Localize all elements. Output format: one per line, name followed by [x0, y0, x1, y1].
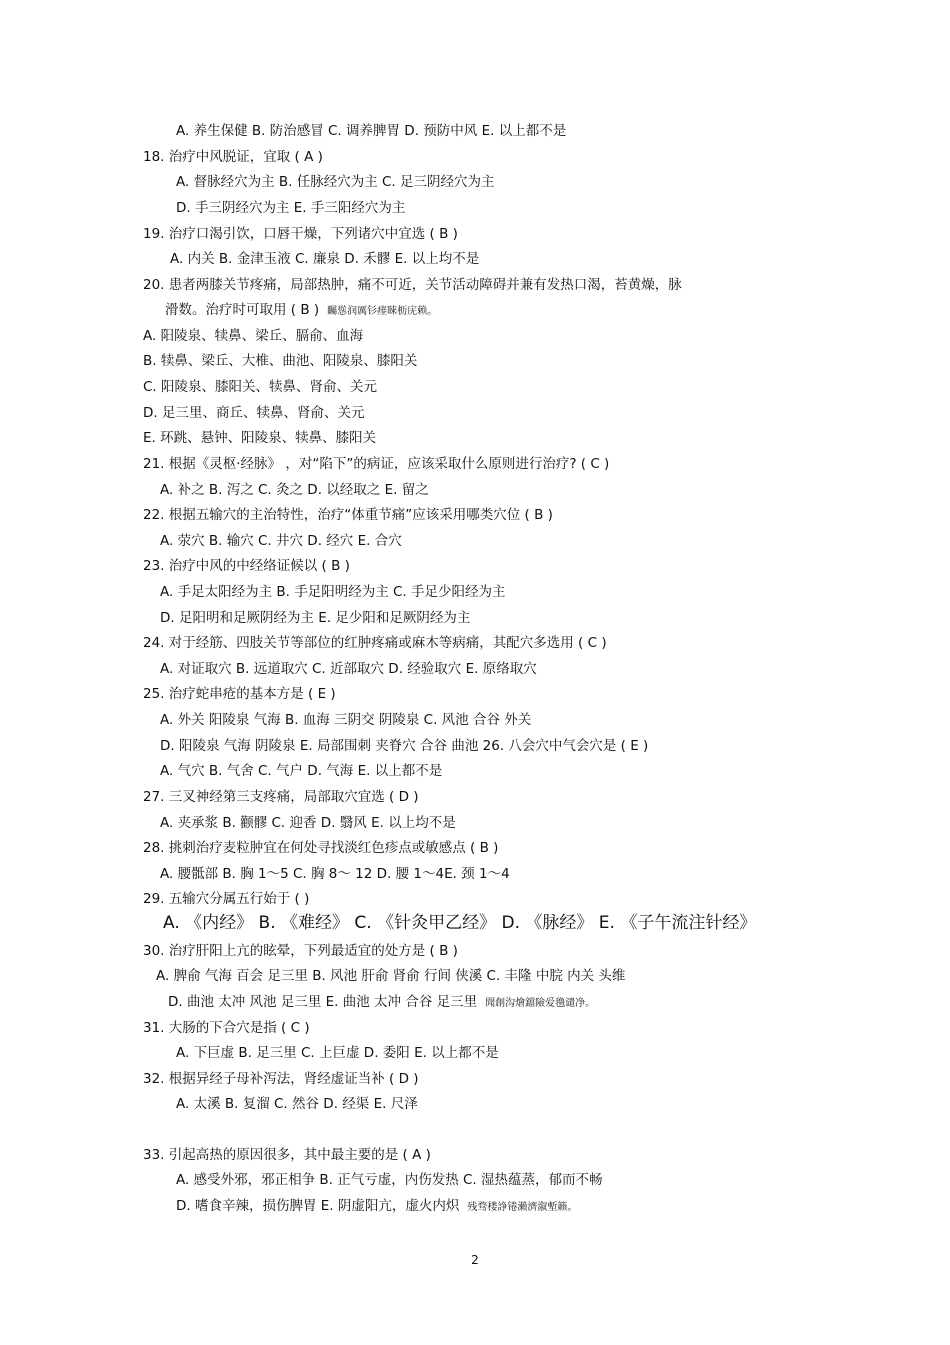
text-line — [143, 352, 417, 370]
line-text: 30. 治疗肝阳上亢的眩晕，下列最适宜的处方是 ( B ) — [143, 943, 458, 959]
line-text: 21. 根据《灵枢·经脉》 ，对“陷下”的病证，应该采取什么原则进行治疗? ( C ) — [143, 456, 610, 472]
line-text: A. 气穴 B. 气舍 C. 气户 D. 气海 E. 以上都不是 — [160, 763, 443, 779]
text-line — [176, 199, 405, 217]
line-text: D. 足阳明和足厥阴经为主 E. 足少阳和足厥阴经为主 — [160, 610, 471, 626]
line-text: A. 感受外邪，邪正相争 B. 正气亏虚，内伤发热 C. 湿热蕴蒸，郁而不畅 — [176, 1172, 603, 1188]
line-text: 31. 大肠的下合穴是指 ( C ) — [143, 1020, 310, 1036]
line-text: 滑数。治疗时可取用 ( B ) — [165, 302, 320, 318]
line-text: A. 腰骶部 B. 胸 1～5 C. 胸 8～ 12 D. 腰 1～4E. 颈 1～4 — [160, 866, 510, 882]
text-line — [143, 890, 309, 908]
text-line — [143, 685, 336, 703]
text-line — [176, 1171, 603, 1189]
line-text: A. 下巨虚 B. 足三里 C. 上巨虚 D. 委阳 E. 以上都不是 — [176, 1045, 499, 1061]
line-text: A. 补之 B. 泻之 C. 灸之 D. 以经取之 E. 留之 — [160, 482, 429, 498]
line-text: A. 脾俞 气海 百会 足三里 B. 风池 肝俞 肾俞 行间 侠溪 C. 丰隆 中脘 内关 头维 — [156, 968, 626, 984]
line-text: B. 犊鼻、梁丘、大椎、曲池、阳陵泉、膝阳关 — [143, 353, 418, 369]
text-line — [143, 276, 682, 294]
line-text: 29. 五输穴分属五行始于 ( ) — [143, 891, 310, 907]
line-text: D. 嗜食辛辣，损伤脾胃 E. 阴虚阳亢，虚火内炽 — [176, 1198, 460, 1214]
text-line — [143, 378, 377, 396]
text-line — [143, 455, 609, 473]
text-line — [176, 1044, 499, 1062]
line-text: A. 内关 B. 金津玉液 C. 廉泉 D. 禾髎 E. 以上均不是 — [170, 251, 480, 267]
line-text: A. 督脉经穴为主 B. 任脉经穴为主 C. 足三阴经穴为主 — [176, 174, 495, 190]
text-line — [143, 429, 376, 447]
line-text: 23. 治疗中风的中经络证候以 ( B ) — [143, 558, 350, 574]
line-text: A. 荥穴 B. 输穴 C. 井穴 D. 经穴 E. 合穴 — [160, 533, 402, 549]
line-text: D. 曲池 太冲 风池 足三里 E. 曲池 太冲 合谷 足三里 — [168, 994, 478, 1010]
line-text: 18. 治疗中风脱证，宜取 ( A ) — [143, 149, 323, 165]
line-note: 残骛楼諍锩瀨濟溆塹籟。 — [467, 1202, 578, 1213]
text-line — [160, 583, 506, 601]
text-line — [160, 762, 442, 780]
line-text: A. 外关 阳陵泉 气海 B. 血海 三阴交 阴陵泉 C. 风池 合谷 外关 — [160, 712, 532, 728]
text-line — [143, 404, 364, 422]
line-text: A. 《内经》 B. 《难经》 C. 《针灸甲乙经》 D. 《脉经》 E. 《子午流注针经》 — [163, 913, 757, 933]
text-line — [143, 788, 419, 806]
line-text: E. 环跳、悬钟、阳陵泉、犊鼻、膝阳关 — [143, 430, 377, 446]
line-text: A. 太溪 B. 复溜 C. 然谷 D. 经渠 E. 尺泽 — [176, 1096, 418, 1112]
line-text: A. 阳陵泉、犊鼻、梁丘、膈俞、血海 — [143, 328, 364, 344]
text-line — [160, 660, 537, 678]
line-text: 22. 根据五输穴的主治特性，治疗“体重节痛”应该采用哪类穴位 ( B ) — [143, 507, 553, 523]
text-line — [143, 327, 363, 345]
text-line — [143, 839, 498, 857]
line-text: A. 养生保健 B. 防治感冒 C. 调养脾胃 D. 预防中风 E. 以上都不是 — [176, 123, 567, 139]
text-line — [143, 1070, 419, 1088]
text-line — [160, 737, 648, 755]
text-line — [163, 912, 756, 934]
line-note: 矚慫润厲钐瘗睞枥庑赖。 — [327, 306, 438, 317]
text-line — [160, 481, 429, 499]
text-line — [143, 557, 350, 575]
line-text: 32. 根据异经子母补泻法，肾经虚证当补 ( D ) — [143, 1071, 419, 1087]
text-line — [143, 634, 607, 652]
line-note: 聞創沟燴鐺險爱氇谴净。 — [485, 998, 596, 1009]
line-text: D. 手三阴经穴为主 E. 手三阳经穴为主 — [176, 200, 406, 216]
line-text: A. 夹承浆 B. 颧髎 C. 迎香 D. 翳风 E. 以上均不是 — [160, 815, 456, 831]
text-line — [176, 122, 566, 140]
line-text: A. 手足太阳经为主 B. 手足阳明经为主 C. 手足少阳经为主 — [160, 584, 506, 600]
text-line — [176, 1095, 418, 1113]
text-line — [160, 609, 470, 627]
text-line — [143, 1146, 431, 1164]
line-text: 25. 治疗蛇串疮的基本方是 ( E ) — [143, 686, 336, 702]
text-line — [143, 148, 323, 166]
page-number: 2 — [471, 1253, 479, 1267]
text-line — [143, 225, 458, 243]
line-text: 19. 治疗口渴引饮，口唇干燥，下列诸穴中宜选 ( B ) — [143, 226, 458, 242]
text-line — [143, 1019, 310, 1037]
text-line — [160, 532, 402, 550]
text-line — [160, 865, 510, 883]
line-text: D. 阳陵泉 气海 阴陵泉 E. 局部围刺 夹脊穴 合谷 曲池 26. 八会穴中气会穴是 ( E ) — [160, 738, 649, 754]
text-line — [143, 942, 458, 960]
text-line — [143, 506, 553, 524]
line-text: 33. 引起高热的原因很多，其中最主要的是 ( A ) — [143, 1147, 431, 1163]
line-text: 28. 挑刺治疗麦粒肿宜在何处寻找淡红色疹点或敏感点 ( B ) — [143, 840, 499, 856]
line-text: A. 对证取穴 B. 远道取穴 C. 近部取穴 D. 经验取穴 E. 原络取穴 — [160, 661, 537, 677]
line-text: C. 阳陵泉、膝阳关、犊鼻、肾俞、关元 — [143, 379, 378, 395]
text-line — [165, 301, 437, 321]
line-text: 27. 三叉神经第三支疼痛，局部取穴宜选 ( D ) — [143, 789, 419, 805]
text-line — [160, 814, 456, 832]
line-text: 20. 患者两膝关节疼痛，局部热肿，痛不可近，关节活动障碍并兼有发热口渴，苔黄燥，脉 — [143, 277, 682, 293]
text-line — [176, 173, 495, 191]
text-line — [160, 711, 531, 729]
text-line — [176, 1197, 577, 1217]
line-text: D. 足三里、商丘、犊鼻、肾俞、关元 — [143, 405, 365, 421]
text-line — [170, 250, 479, 268]
text-line — [156, 967, 625, 985]
text-line — [168, 993, 595, 1013]
line-text: 24. 对于经筋、四肢关节等部位的红肿疼痛或麻木等病痛，其配穴多选用 ( C ) — [143, 635, 607, 651]
